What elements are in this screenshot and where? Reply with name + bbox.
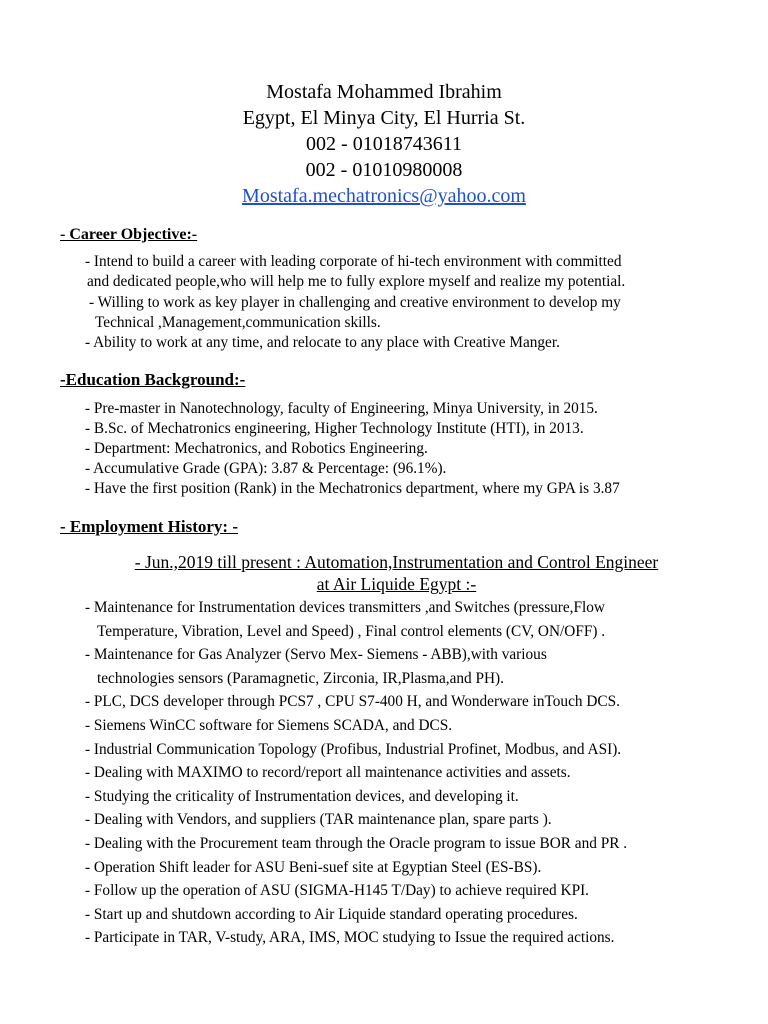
list-item: - Have the first position (Rank) in the Mechatronics department, where my GPA is 3.87 [85,480,620,497]
list-item: - Participate in TAR, V-study, ARA, IMS, MOC studying to Issue the required actions. [85,929,615,947]
list-item: - Studying the criticality of Instrumentation devices, and developing it. [85,787,519,805]
career-objective-list [85,252,625,353]
list-item: - Industrial Communication Topology (Profibus, Industrial Profinet, Modbus, and ASI). [85,740,622,758]
list-item: - Pre-master in Nanotechnology, faculty of Engineering, Minya University, in 2015. [85,400,598,417]
list-item: - Maintenance for Gas Analyzer (Servo Mex- Siemens - ABB),with various [85,646,547,664]
address: Egypt, El Minya City, El Hurria St. [242,107,526,129]
list-item: - Start up and shutdown according to Air Liquide standard operating procedures. [85,905,578,923]
list-item: - Dealing with the Procurement team through the Oracle program to issue BOR and PR . [85,834,628,852]
phone-number-1: 002 - 01018743611 [306,133,462,155]
list-item: - Siemens WinCC software for Siemens SCADA, and DCS. [85,716,453,734]
contact-header [0,79,768,209]
career-objective-heading: - Career Objective:- [60,226,198,243]
full-name: Mostafa Mohammed Ibrahim [266,81,502,103]
employment-history-heading: - Employment History: - [60,517,239,536]
list-item: - PLC, DCS developer through PCS7 , CPU S7-400 H, and Wonderware inTouch DCS. [85,693,620,711]
list-item: - Operation Shift leader for ASU Beni-suef site at Egyptian Steel (ES-BS). [85,858,542,876]
list-item: Technical ,Management,communication skills. [95,313,381,331]
list-item: - Follow up the operation of ASU (SIGMA-H145 T/Day) to achieve required KPI. [85,882,589,900]
email-link[interactable]: Mostafa.mechatronics@yahoo.com [242,185,526,207]
list-item: and dedicated people,who will help me to fully explore myself and realize my potential. [87,273,626,291]
list-item: - Willing to work as key player in challenging and creative environment to develop my [89,293,621,311]
job-title [0,551,768,595]
list-item: - Intend to build a career with leading corporate of hi-tech environment with committed [85,253,622,270]
job-title-line-1: - Jun.,2019 till present : Automation,Instrumentation and Control Engineer [134,552,659,572]
list-item: - Department: Mechatronics, and Robotics Engineering. [85,440,428,457]
list-item: - Dealing with MAXIMO to record/report all maintenance activities and assets. [85,764,571,782]
job-title-line-2: at Air Liquide Egypt :- [316,574,477,594]
education-heading: -Education Background:- [60,370,246,389]
list-item: - Accumulative Grade (GPA): 3.87 & Percentage: (96.1%). [85,460,447,477]
list-item: technologies sensors (Paramagnetic, Zirconia, IR,Plasma,and PH). [97,669,504,687]
list-item: - Dealing with Vendors, and suppliers (TAR maintenance plan, spare parts ). [85,811,552,829]
education-list [85,399,620,499]
employment-duties-list [85,596,627,950]
list-item: Temperature, Vibration, Level and Speed) , Final control elements (CV, ON/OFF) . [97,622,606,640]
list-item: - Maintenance for Instrumentation devices transmitters ,and Switches (pressure,Flow [85,599,605,616]
list-item: - Ability to work at any time, and relocate to any place with Creative Manger. [85,334,560,352]
phone-number-2: 002 - 01010980008 [305,159,463,181]
list-item: - B.Sc. of Mechatronics engineering, Higher Technology Institute (HTI), in 2013. [85,420,584,437]
